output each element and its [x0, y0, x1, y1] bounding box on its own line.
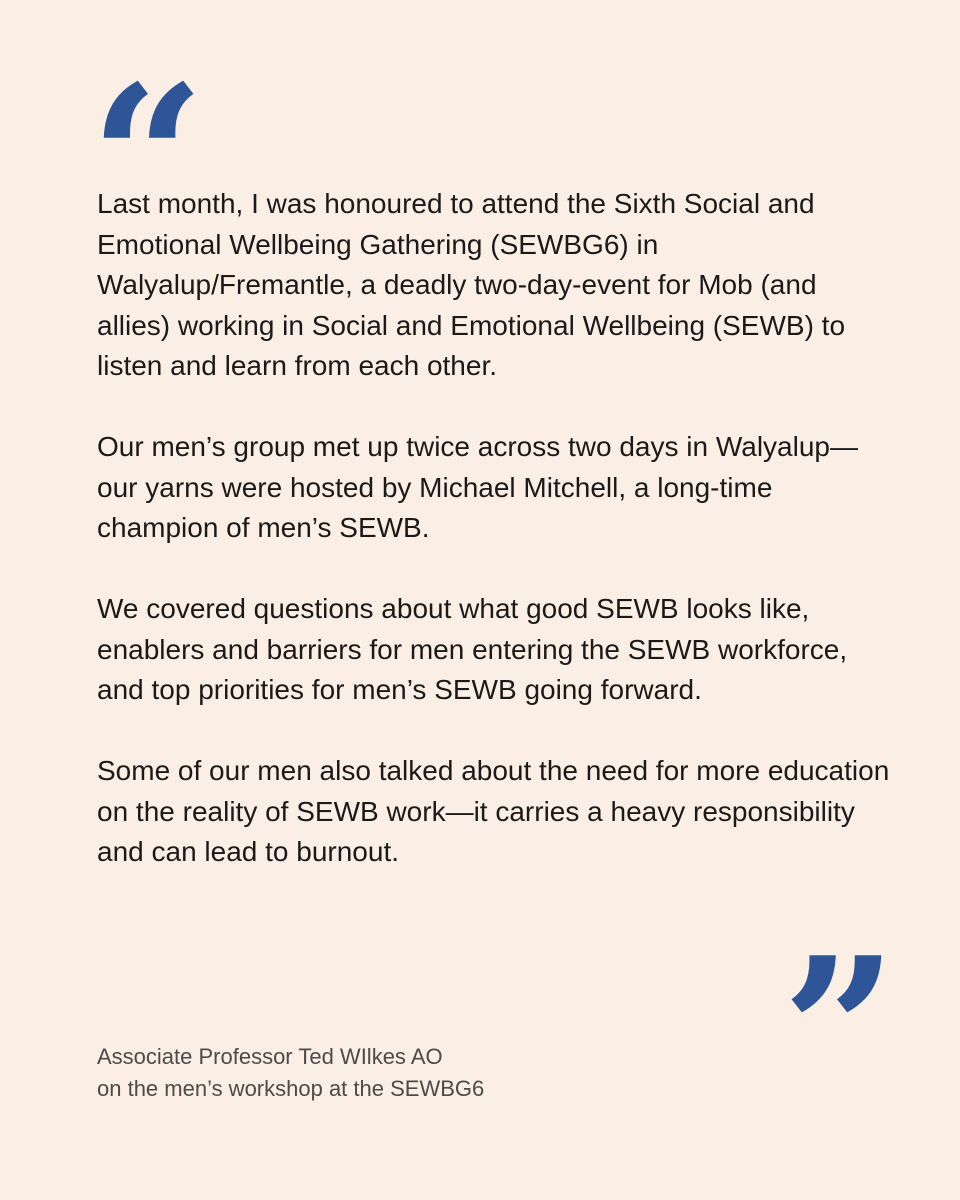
quote-paragraph-1: Last month, I was honoured to attend the Sixth Social and Emotional Wellbeing Gathering (SEWBG6) in Walyalup/Fremantle, a deadly two-day-event for Mob (and allies) working in Social and Emotional Wellbeing (SEWB) to listen and learn from each other. [97, 188, 846, 381]
attribution-name: Associate Professor Ted WIlkes AO [97, 1044, 443, 1069]
quote-body [97, 184, 897, 913]
open-quote-icon: “ [90, 42, 206, 277]
quote-paragraph-4: Some of our men also talked about the need for more education on the reality of SEWB work—it carries a heavy responsibility and can lead to burnout. [97, 755, 890, 867]
quote-paragraph-3: We covered questions about what good SEWB looks like, enablers and barriers for men entering the SEWB workforce, and top priorities for men’s SEWB going forward. [97, 593, 848, 705]
quote-paragraph-2: Our men’s group met up twice across two days in Walyalup—our yarns were hosted by Michael Mitchell, a long-time champion of men’s SEWB. [97, 431, 858, 543]
close-quote-icon: ” [782, 914, 898, 1149]
attribution-context: on the men’s workshop at the SEWBG6 [97, 1076, 485, 1101]
attribution [97, 1041, 857, 1105]
